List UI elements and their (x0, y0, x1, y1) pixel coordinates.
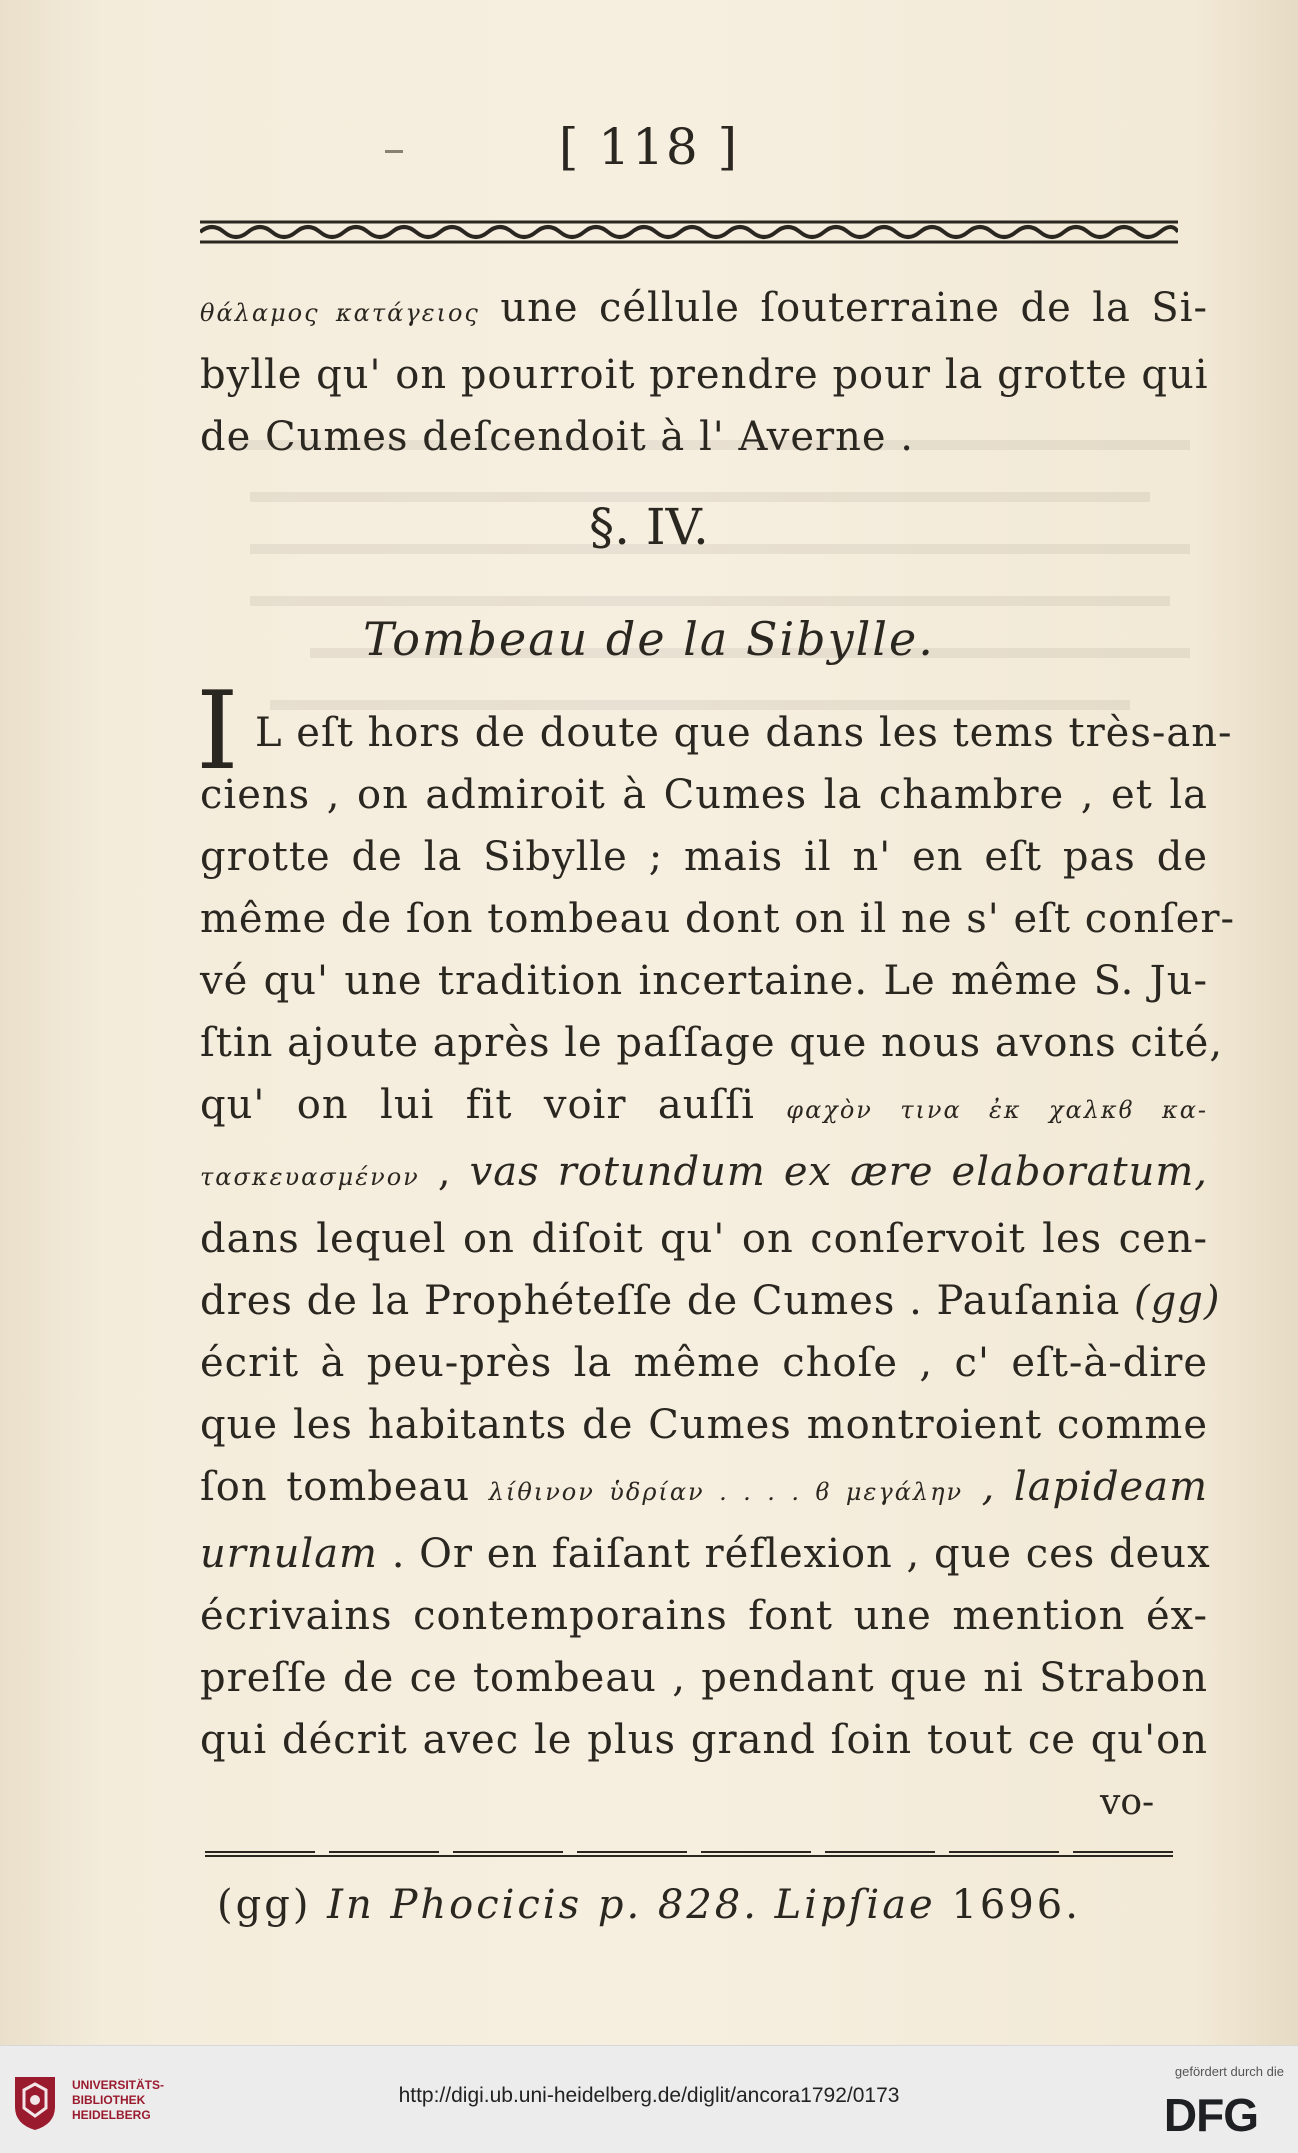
drop-cap: I (196, 669, 239, 794)
greek-phrase: λίθινον ὑδρίαν . . . . ϐ μεγάλην (488, 1478, 964, 1506)
text-line: ciens , on admiroit à Cumes la chambre , et la (200, 772, 1208, 818)
latin-phrase: vas rotundum ex ære elaboratum, (469, 1149, 1208, 1195)
text-line: ſtin ajoute après le paſſage que nous avons cité, (200, 1020, 1224, 1066)
text-segment: . Or en faiſant réflexion , que ces deux (391, 1531, 1211, 1577)
permalink-url[interactable]: http://digi.ub.uni-heidelberg.de/diglit/ancora1792/0173 (398, 2084, 900, 2107)
institution-name[interactable]: UNIVERSITÄTS- BIBLIOTHEK HEIDELBERG (72, 2078, 165, 2122)
text-line (200, 1074, 1208, 1141)
section-heading: §. IV. (589, 498, 709, 556)
text-segment: une céllule ſouterraine de la Si- (500, 285, 1209, 331)
viewer-footer-bar (0, 2045, 1298, 2153)
page-number: [ 118 ] (558, 118, 740, 176)
footnote-citation: In Phocicis p. 828. Lipſiae (327, 1882, 936, 1928)
intro-paragraph (200, 277, 1208, 468)
text-line: même de ſon tombeau dont on il ne s' eſt conſer- (200, 896, 1236, 942)
text-segment: qu' on lui fit voir auſſi (200, 1082, 755, 1128)
footnote-year: 1696. (951, 1882, 1081, 1928)
dfg-logo[interactable]: DFG (1163, 2089, 1258, 2141)
latin-phrase: urnulam (200, 1531, 378, 1577)
greek-phrase: θάλαμος κατάγειος (200, 299, 480, 327)
latin-phrase: , lapideam (981, 1464, 1208, 1510)
ornamental-rule (200, 218, 1178, 246)
body-paragraph (200, 764, 1236, 1771)
footnote-ref: (gg) (217, 1882, 312, 1928)
text-segment: dres de la Prophéteſſe de Cumes . Pauſania (200, 1278, 1121, 1324)
catchword: vo- (1100, 1782, 1155, 1823)
text-line: qui décrit avec le plus grand ſoin tout ce qu'on (200, 1717, 1208, 1763)
text-line (200, 1270, 1221, 1332)
footnote-reference: (gg) (1134, 1278, 1221, 1324)
text-segment: , (437, 1149, 452, 1195)
text-line: de Cumes deſcendoit à l' Averne . (200, 414, 914, 460)
text-line (200, 1141, 1208, 1208)
greek-phrase: τασκευασμένον (200, 1163, 420, 1191)
footnote-rule (205, 1850, 1173, 1858)
text-line (200, 1456, 1208, 1523)
text-segment: ſon tombeau (200, 1464, 471, 1510)
text-line (200, 277, 1208, 344)
text-line: grotte de la Sibylle ; mais il n' en eſt pas de (200, 834, 1208, 880)
text-line (200, 1523, 1211, 1585)
text-line: écrivains contemporains font une mention éx- (200, 1593, 1208, 1639)
text-line: L eſt hors de doute que dans les tems très-an- (255, 710, 1233, 756)
funded-by-label: gefördert durch die (1174, 2064, 1284, 2079)
text-line: vé qu' une tradition incertaine. Le même S. Ju- (200, 958, 1208, 1004)
text-line: bylle qu' on pourroit prendre pour la grotte qui (200, 352, 1209, 398)
text-line: écrit à peu-près la même choſe , c' eſt-à-dire (200, 1340, 1208, 1386)
greek-phrase: φαχὸν τινα ἐκ χαλκϐ κα- (786, 1096, 1209, 1124)
body-first-line (255, 702, 1233, 764)
text-line: dans lequel on diſoit qu' on conſervoit les cen- (200, 1216, 1208, 1262)
text-line: que les habitants de Cumes montroient comme (200, 1402, 1208, 1448)
section-subtitle: Tombeau de la Sibylle. (363, 612, 935, 666)
text-line: preſſe de ce tombeau , pendant que ni Strabon (200, 1655, 1208, 1701)
footnote (0, 1882, 1298, 1928)
